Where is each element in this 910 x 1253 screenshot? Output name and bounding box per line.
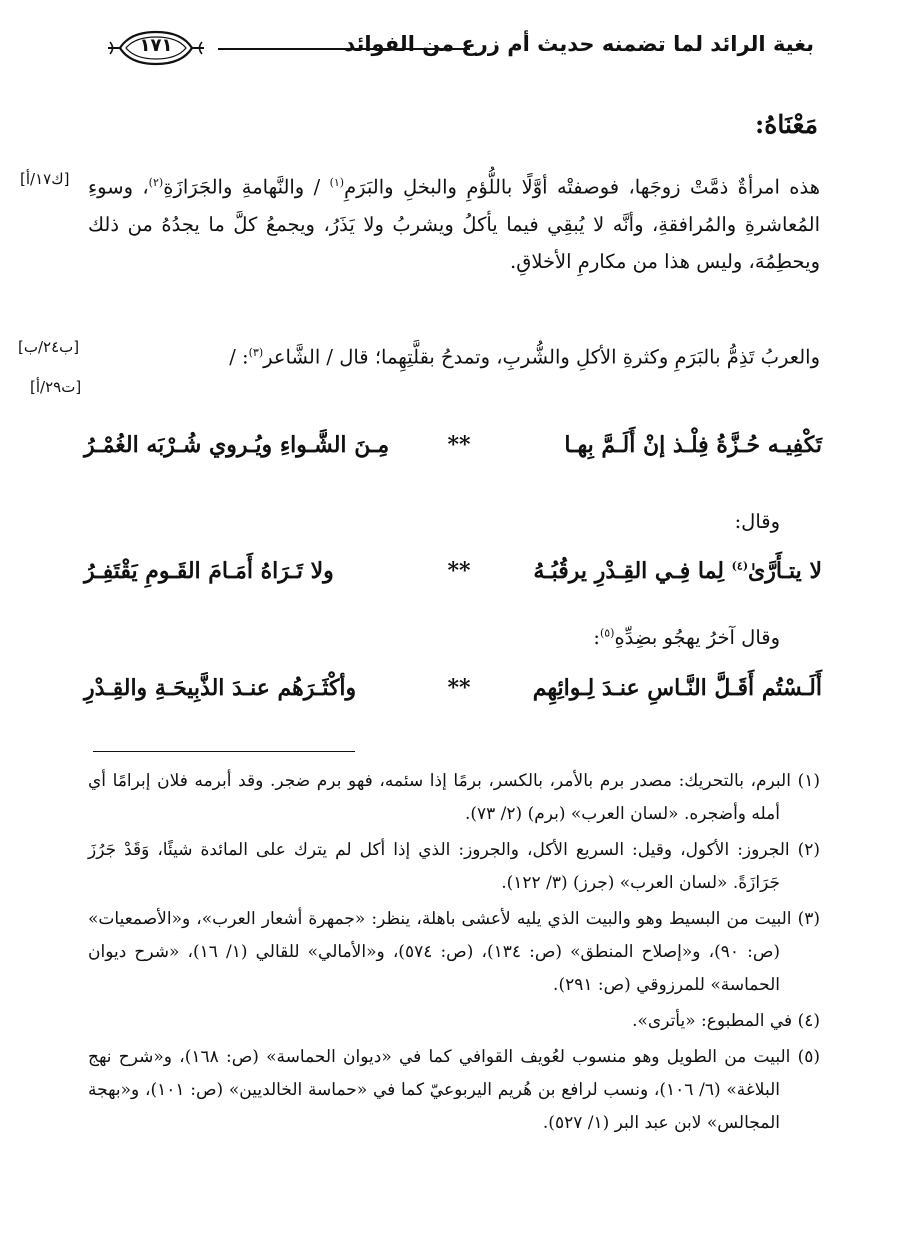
paragraph-1-text: هذه امرأةٌ ذمَّتْ زوجَها، فوصفتْه أوَّلًا باللُّؤمِ والبخلِ والبَرَمِ	[344, 175, 820, 199]
footnote-5: (٥) البيت من الطويل وهو منسوب لعُويف القوافي كما في «ديوان الحماسة» (ص: ١٦٨)، و«شرح نهج البلاغة» (٦/ ١٠٦)، ونسب لرافع بن هُريم اليربوعيّ كما في «حماسة الخالديين» (ص: ١٠١)، و«بهجة المجالس» لابن عبد البر (١/ ٥٢٧).	[88, 1047, 820, 1133]
verse-2-intro: وقال:	[734, 510, 780, 533]
verse-3-intro-end: :	[593, 626, 600, 649]
paragraph-1	[88, 164, 820, 280]
verse-1	[84, 432, 822, 472]
verse-3-separator: **	[447, 675, 471, 701]
footnote-marker-1: (١)	[329, 176, 345, 189]
margin-ref-t29a: [ت٢٩/أ]	[30, 378, 82, 396]
footnote-marker-5: (٥)	[599, 626, 615, 640]
verse-3	[84, 675, 822, 715]
paragraph-1-text-b: / والنَّهامةِ والجَرَازَةِ	[163, 175, 330, 199]
margin-ref-k17a: [ك١٧/أ]	[20, 170, 70, 188]
verse-2	[84, 558, 822, 598]
verse-2-first-hemistich	[533, 558, 822, 584]
footnote-marker-3: (٣)	[248, 346, 264, 359]
verse-1-separator: **	[447, 432, 471, 458]
footnote-2: (٢) الجروز: الأكول، وقيل: السريع الأكل، والجروز: الذي إذا أكل لم يترك على المائدة شيئًا، وَقَدْ جَرُزَ جَرَازَةً. «لسان العرب» (جرز) (٣/ ١٢٢).	[88, 840, 820, 893]
footnote-marker-4: (٤)	[731, 559, 749, 573]
footnote-4: (٤) في المطبوع: «يأترى».	[632, 1011, 820, 1031]
footnote-3: (٣) البيت من البسيط وهو والبيت الذي يليه لأعشى باهلة، ينظر: «جمهرة أشعار العرب»، و«الأصمعيات» (ص: ٩٠)، و«إصلاح المنطق» (ص: ١٣٤)، (ص: ٥٧٤)، و«الأمالي» للقالي (١/ ١٦)، «شرح ديوان الحماسة» للمرزوقي (ص: ٢٩١).	[88, 909, 820, 995]
paragraph-2	[88, 334, 820, 376]
paragraph-2-text: والعربُ تَذِمُّ بالبَرَمِ وكثرةِ الأكلِ والشُّربِ، وتمدحُ بقلَّتِهِما؛ قال / الشَّاعر	[263, 345, 820, 369]
verse-3-first-hemistich: أَلَـسْتُم أَقَـلَّ النَّـاسِ عنـدَ لِـوائِهِم	[532, 675, 822, 701]
paragraph-2-text-b: : /	[229, 345, 249, 369]
verse-2-second-hemistich: ولا تَـرَاهُ أَمَـامَ القَـومِ يَقْتَفِـرُ	[84, 558, 334, 584]
footnotes	[88, 765, 820, 1143]
footnote-marker-2: (٢)	[148, 176, 164, 189]
section-heading: مَعْنَاهُ:	[755, 110, 818, 139]
verse-1-second-hemistich: مِـنَ الشَّـواءِ ويُـروي شُـرْبَه الغُمْـرُ	[84, 432, 390, 458]
paragraph-1-text-c: ، وسوءِ المُعاشرةِ والمُرافقةِ، وأنَّه لا يُبقِي فيما يأكلُ ويشربُ ولا يَذَرُ، ويجمعُ كلَّ ما يجدُهُ من ذلك ويحطِمُهَ، وليس هذا من مكارمِ الأخلاقِ.	[88, 175, 820, 273]
footnote-separator-rule	[93, 751, 355, 752]
verse-2-first-b: لِما فِـي القِـدْرِ يرقُبُـهُ	[533, 558, 732, 584]
verse-3-second-hemistich: وأكْثَـرَهُم عنـدَ الذَّبِيحَـةِ والقِـدْرِ	[84, 675, 357, 701]
page-number: ١٧١	[139, 35, 173, 56]
page-number-ornament	[106, 28, 206, 68]
verse-3-intro	[593, 626, 780, 649]
verse-1-first-hemistich: تَكْفِيـه حُـزَّةُ فِلْـذ إنْ أَلَـمَّ بِهـا	[564, 432, 822, 458]
page-header	[96, 28, 814, 68]
footnote-1: (١) البرم، بالتحريك: مصدر برم بالأمر، بالكسر، برمًا إذا سئمه، فهو برم ضجر. وقد أبرمه فلان إبرامًا أي أمله وأضجره. «لسان العرب» (برم) (٢/ ٧٣).	[88, 771, 820, 824]
verse-3-intro-text: وقال آخرُ يهجُو بضِدِّهِ	[614, 626, 780, 649]
header-rule	[218, 48, 470, 50]
verse-2-separator: **	[447, 558, 471, 584]
margin-ref-b24b: [ب٢٤/ب]	[18, 338, 80, 356]
verse-2-first-a: لا يتـأَرَّىٰ	[748, 558, 822, 584]
running-title: بغية الرائد لما تضمنه حديث أم زرع من الفوائد	[344, 32, 814, 56]
